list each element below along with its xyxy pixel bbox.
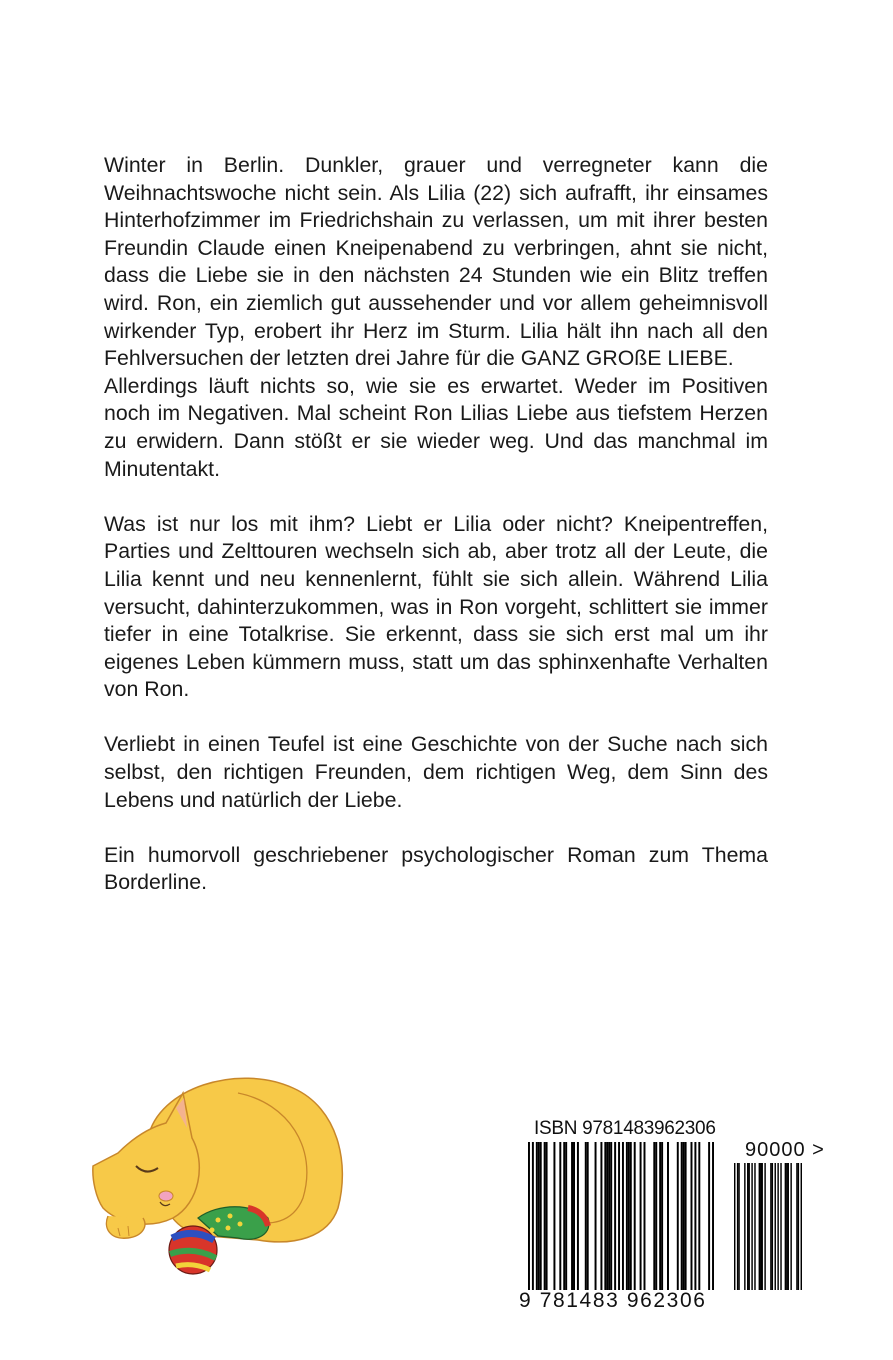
barcode-bar [628,1142,630,1290]
barcode-bar [553,1142,555,1290]
barcode-bar [694,1142,696,1290]
barcode-bar [559,1142,561,1290]
barcode-bar [644,1142,646,1290]
barcode-bar [698,1142,700,1290]
barcode-bar [667,1142,669,1290]
addon-barcode-bar [780,1163,781,1290]
barcode-bar [712,1142,714,1290]
addon-barcode-bar [760,1163,761,1290]
blurb-paragraph-1: Winter in Berlin. Dunkler, grauer und verregneter kann die Weihnachtswoche nicht sein. Als Lilia (22) sich aufrafft, ihr einsames Hinterhofzimmer im Friedrichshain zu verlassen, um mit ihrer besten Freundin Claude einen Kneipenabend zu verbringen, ahnt sie nicht, dass die Liebe sie in den nächsten 24 Stunden wie ein Blitz treffen wird. Ron, ein ziemlich gut aussehender und vor allem geheimnisvoll wirkender Typ, erobert ihr Herz im Sturm. Lilia hält ihn nach all den Fehlversuchen der letzten drei Jahre für die GANZ GROßE LIEBE. [104,153,768,371]
barcode-bar [653,1142,655,1290]
blurb-paragraph-4: Verliebt in einen Teufel ist eine Geschichte von der Suche nach sich selbst, den richtigen Freunden, dem richtigen Weg, dem Sinn des Lebens und natürlich der Liebe. [104,732,768,812]
addon-barcode-bar [737,1163,738,1290]
blurb-paragraph-3: Was ist nur los mit ihm? Liebt er Lilia oder nicht? Kneipentreffen, Parties und Zelttouren wechseln sich ab, aber trotz all der Leute, die Lilia kennt und neu kennenlernt, fühlt sie sich allein. Während Lilia versucht, dahinterzukommen, was in Ron vorgeht, schlittert sie immer tiefer in eine Totalkrise. Sie erkennt, dass sie sich erst mal um ihr eigenes Leben kümmern muss, statt um das sphinxenhafte Verhalten von Ron. [104,511,768,702]
barcode-bar [536,1142,538,1290]
addon-barcode-bar [785,1163,786,1290]
barcode-bar [585,1142,587,1290]
addon-barcode-bar [788,1163,789,1290]
barcode-bar [600,1142,602,1290]
barcode-bar [528,1142,530,1290]
barcode-bar [677,1142,679,1290]
addon-barcode-bar [786,1163,787,1290]
barcode-bar [634,1142,636,1290]
barcode-bar [681,1142,683,1290]
barcode-bar [604,1142,606,1290]
barcode-bar [655,1142,657,1290]
addon-barcode-bar [738,1163,739,1290]
barcode-bar [626,1142,628,1290]
addon-barcode-bar [759,1163,760,1290]
barcode-bar [640,1142,642,1290]
addon-barcode-bar [775,1163,776,1290]
isbn-human-readable: 9 781483 962306 [519,1289,707,1312]
blurb-paragraph-5: Ein humorvoll geschriebener psychologischer Roman zum Thema Borderline. [104,842,768,895]
addon-barcode-bar [748,1163,749,1290]
barcode-bar [544,1142,546,1290]
addon-barcode-bar [761,1163,762,1290]
barcode-bar [608,1142,610,1290]
barcode-bar [565,1142,567,1290]
barcode-bar [606,1142,608,1290]
barcode-bar [614,1142,616,1290]
addon-barcode-bar [777,1163,778,1290]
addon-barcode-bar [801,1163,802,1290]
addon-barcode-bar [751,1163,752,1290]
barcode-bar [595,1142,597,1290]
barcode-bar [546,1142,548,1290]
barcode-bar [571,1142,573,1290]
addon-barcode-bar [770,1163,771,1290]
barcode-bar [708,1142,710,1290]
barcode-bar [573,1142,575,1290]
addon-barcode-bar [796,1163,797,1290]
barcode-bar [610,1142,612,1290]
isbn-label: ISBN 9781483962306 [534,1118,716,1139]
barcode-bar [563,1142,565,1290]
addon-barcode-bar [754,1163,755,1290]
sleeping-cat-icon [88,1068,350,1278]
barcode-bar [587,1142,589,1290]
addon-barcode-bar [764,1163,765,1290]
price-addon-digits: 90000 > [745,1139,825,1161]
addon-barcode-bar [747,1163,748,1290]
barcode-bar [538,1142,540,1290]
barcode-bar [630,1142,632,1290]
barcode-bar [661,1142,663,1290]
addon-barcode-bar [772,1163,773,1290]
barcode-bar [622,1142,624,1290]
barcode-bar [618,1142,620,1290]
addon-barcode-bar [790,1163,791,1290]
barcode-bar [532,1142,534,1290]
price-addon-barcode [734,1163,802,1290]
barcode-bar [540,1142,542,1290]
barcode-bar [691,1142,693,1290]
addon-barcode-bar [744,1163,745,1290]
addon-barcode-bar [734,1163,735,1290]
barcode-bar [659,1142,661,1290]
isbn-barcode [528,1142,714,1290]
barcode-bar [683,1142,685,1290]
back-cover-blurb [104,152,768,897]
barcode-bar [685,1142,687,1290]
addon-barcode-bar [798,1163,799,1290]
blurb-paragraph-2: Allerdings läuft nichts so, wie sie es erwartet. Weder im Positiven noch im Negativen. Mal scheint Ron Lilias Liebe aus tiefstem Herzen zu erwidern. Dann stößt er sie wieder weg. Und das manchmal im Minutentakt. [104,373,768,481]
barcode-bar [577,1142,579,1290]
